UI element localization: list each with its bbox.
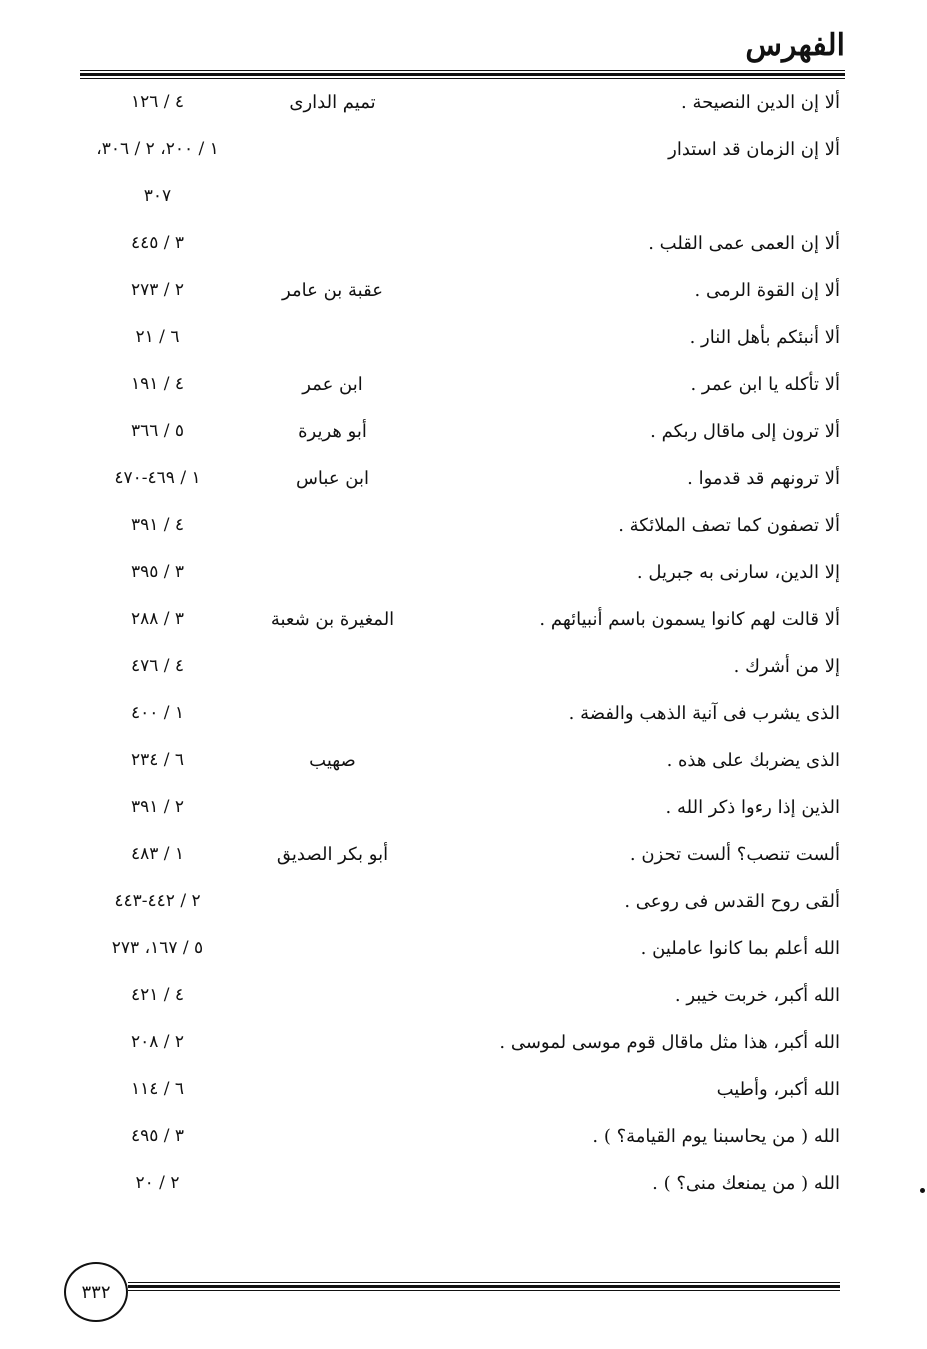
index-entry (60, 362, 850, 409)
index-entry (60, 127, 850, 174)
entry-reference: ٤ / ١٢٦ (130, 92, 185, 112)
entry-reference: ١ / ٤٨٣ (130, 844, 185, 864)
entry-narrator: أبو بكر الصديق (276, 844, 389, 865)
margin-dot (920, 1188, 925, 1193)
entry-narrator: ابن عمر (302, 374, 363, 395)
entry-reference: ٢ / ٢٠ (135, 1173, 180, 1193)
entry-text: الله أكبر، خربت خيبر . (674, 985, 840, 1006)
entry-text: الله ( من يحاسبنا يوم القيامة؟ ) . (592, 1126, 840, 1147)
page-number: ٣٣٢ (64, 1262, 128, 1322)
entry-reference: ٢ / ٣٩١ (130, 797, 185, 817)
entry-text: ألست تنصب؟ ألست تحزن . (629, 844, 840, 865)
entry-reference: ٦ / ١١٤ (130, 1079, 185, 1099)
entry-text: ألا قالت لهم كانوا يسمون باسم أنبيائهم . (539, 609, 840, 630)
entry-text: إلا الدين، سارنى به جبريل . (636, 562, 840, 583)
entry-narrator: صهيب (309, 750, 356, 771)
entry-narrator: المغيرة بن شعبة (270, 609, 395, 630)
entry-reference: ٤ / ٤٢١ (130, 985, 185, 1005)
index-entry (60, 879, 850, 926)
entry-narrator: ابن عباس (295, 468, 370, 489)
entry-text: الذى يشرب فى آنية الذهب والفضة . (568, 703, 840, 724)
entry-reference: ٢ / ٢٧٣ (130, 280, 185, 300)
index-list (60, 80, 850, 1208)
page-header (80, 20, 845, 80)
entry-text: الله أعلم بما كانوا عاملين . (640, 938, 840, 959)
entry-text: ألقى روح القدس فى روعى . (624, 891, 840, 912)
entry-reference: ١ / ٢٠٠، ٢ / ٣٠٦، (96, 139, 219, 159)
footer-rule (128, 1282, 840, 1291)
entry-reference: ٣٠٧ (143, 186, 172, 206)
index-entry (60, 597, 850, 644)
entry-reference: ٣ / ٤٩٥ (130, 1126, 185, 1146)
index-entry (60, 315, 850, 362)
entry-text: ألا إن الدين النصيحة . (681, 92, 840, 113)
index-entry (60, 456, 850, 503)
entry-reference: ٦ / ٢٣٤ (130, 750, 185, 770)
entry-reference: ٥ / ١٦٧، ٢٧٣ (111, 938, 204, 958)
entry-narrator: تميم الدارى (289, 92, 376, 113)
entry-reference: ٢ / ٤٤٢-٤٤٣ (114, 891, 201, 911)
entry-text: الذى يضربك على هذه . (666, 750, 840, 771)
entry-text: ألا إن العمى عمى القلب . (648, 233, 840, 254)
index-entry (60, 738, 850, 785)
entry-text: ألا إن القوة الرمى . (694, 280, 840, 301)
entry-reference: ٤ / ٣٩١ (130, 515, 185, 535)
entry-text: ألا تأكله يا ابن عمر . (690, 374, 840, 395)
index-entry (60, 1020, 850, 1067)
entry-narrator: أبو هريرة (298, 421, 367, 442)
index-entry (60, 221, 850, 268)
entry-text: ألا تصفون كما تصف الملائكة . (618, 515, 840, 536)
index-entry (60, 1114, 850, 1161)
entry-text: الله أكبر، هذا مثل ماقال قوم موسى لموسى . (499, 1032, 840, 1053)
entry-reference: ٣ / ٤٤٥ (130, 233, 185, 253)
entry-reference: ٣ / ٢٨٨ (130, 609, 185, 629)
index-entry (60, 785, 850, 832)
index-entry (60, 268, 850, 315)
page-title: الفهرس (745, 28, 845, 63)
entry-reference: ١ / ٤٠٠ (130, 703, 185, 723)
index-entry (60, 174, 850, 221)
entry-text: ألا ترونهم قد قدموا . (687, 468, 840, 489)
index-entry (60, 503, 850, 550)
header-rule (80, 70, 845, 79)
index-entry (60, 80, 850, 127)
entry-reference: ٦ / ٢١ (135, 327, 180, 347)
page-footer (62, 1262, 842, 1322)
index-entry (60, 926, 850, 973)
entry-reference: ٢ / ٢٠٨ (130, 1032, 185, 1052)
index-entry (60, 832, 850, 879)
entry-text: الله ( من يمنعك منى؟ ) . (652, 1173, 840, 1194)
entry-reference: ٤ / ١٩١ (130, 374, 185, 394)
index-entry (60, 973, 850, 1020)
entry-text: ألا إن الزمان قد استدار (668, 139, 840, 160)
index-entry (60, 1161, 850, 1208)
index-entry (60, 550, 850, 597)
entry-reference: ١ / ٤٦٩-٤٧٠ (114, 468, 201, 488)
entry-narrator: عقبة بن عامر (282, 280, 383, 301)
index-entry (60, 644, 850, 691)
entry-text: ألا أنبئكم بأهل النار . (689, 327, 840, 348)
entry-text: الله أكبر، وأطيب (716, 1079, 840, 1100)
entry-reference: ٣ / ٣٩٥ (130, 562, 185, 582)
index-entry (60, 409, 850, 456)
entry-reference: ٥ / ٣٦٦ (130, 421, 185, 441)
entry-reference: ٤ / ٤٧٦ (130, 656, 185, 676)
entry-text: الذين إذا رءوا ذكر الله . (665, 797, 840, 818)
index-entry (60, 1067, 850, 1114)
index-entry (60, 691, 850, 738)
entry-text: إلا من أشرك . (733, 656, 840, 677)
entry-text: ألا ترون إلى ماقال ربكم . (650, 421, 840, 442)
